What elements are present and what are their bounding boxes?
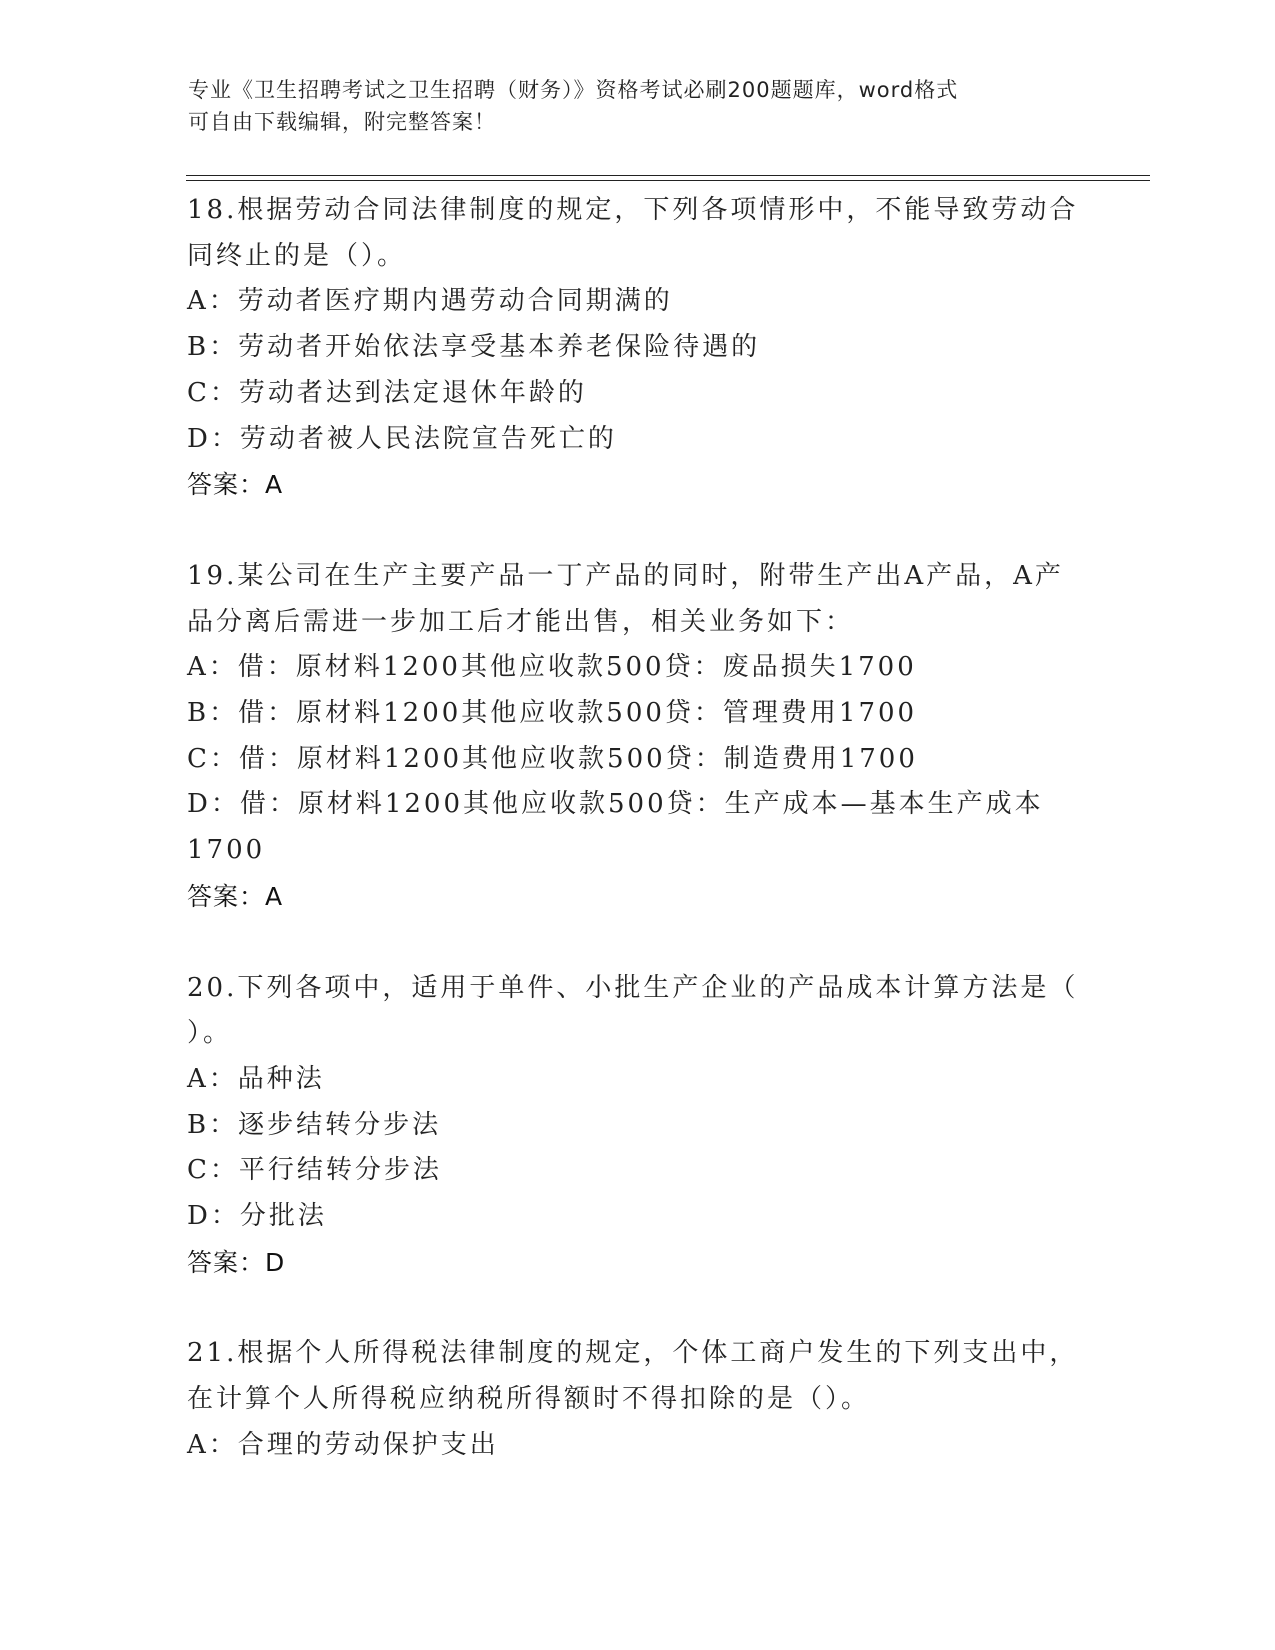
option-c: C：借：原材料1200其他应收款500贷：制造费用1700 — [187, 743, 918, 774]
question-stem-line: 在计算个人所得税应纳税所得额时不得扣除的是（）。 — [187, 1384, 871, 1415]
question-list — [187, 188, 1087, 1469]
question-stem-line: 19.某公司在生产主要产品一丁产品的同时，附带生产出A产品，A产 — [187, 560, 1064, 591]
question-20 — [187, 966, 1087, 1286]
option-d-continued: 1700 — [187, 835, 266, 866]
header-divider-bottom — [186, 180, 1150, 181]
option-a: A：劳动者医疗期内遇劳动合同期满的 — [187, 286, 673, 317]
answer: 答案：D — [187, 1247, 286, 1277]
question-spacer — [187, 1285, 1087, 1331]
document-header — [188, 74, 1068, 138]
question-19 — [187, 554, 1087, 920]
answer: 答案：A — [187, 470, 284, 500]
question-18 — [187, 188, 1087, 508]
option-c: C：劳动者达到法定退休年龄的 — [187, 377, 587, 408]
option-d: D：借：原材料1200其他应收款500贷：生产成本—基本生产成本 — [187, 789, 1044, 820]
option-d: D：劳动者被人民法院宣告死亡的 — [187, 423, 617, 454]
header-divider-top — [186, 175, 1150, 176]
header-line-1: 专业《卫生招聘考试之卫生招聘（财务）》资格考试必刷200题题库，word格式 — [188, 78, 959, 102]
option-d: D：分批法 — [187, 1201, 327, 1232]
question-stem-line: 21.根据个人所得税法律制度的规定，个体工商户发生的下列支出中， — [187, 1338, 1079, 1369]
question-spacer — [187, 920, 1087, 966]
question-stem-line: ）。 — [187, 1018, 233, 1049]
header-line-2: 可自由下载编辑，附完整答案！ — [188, 110, 496, 134]
question-stem-line: 20.下列各项中，适用于单件、小批生产企业的产品成本计算方法是（ — [187, 972, 1079, 1003]
option-a: A：品种法 — [187, 1063, 325, 1094]
question-spacer — [187, 508, 1087, 554]
option-b: B：逐步结转分步法 — [187, 1109, 442, 1140]
option-c: C：平行结转分步法 — [187, 1155, 442, 1186]
option-b: B：借：原材料1200其他应收款500贷：管理费用1700 — [187, 698, 918, 729]
option-b: B：劳动者开始依法享受基本养老保险待遇的 — [187, 332, 761, 363]
question-21 — [187, 1331, 1087, 1468]
question-stem-line: 18.根据劳动合同法律制度的规定，下列各项情形中，不能导致劳动合 — [187, 195, 1079, 225]
question-stem-line: 同终止的是（）。 — [187, 240, 407, 271]
answer: 答案：A — [187, 881, 284, 911]
option-a: A：借：原材料1200其他应收款500贷：废品损失1700 — [187, 652, 917, 683]
option-a: A：合理的劳动保护支出 — [187, 1429, 499, 1460]
question-stem-line: 品分离后需进一步加工后才能出售，相关业务如下： — [187, 606, 855, 637]
